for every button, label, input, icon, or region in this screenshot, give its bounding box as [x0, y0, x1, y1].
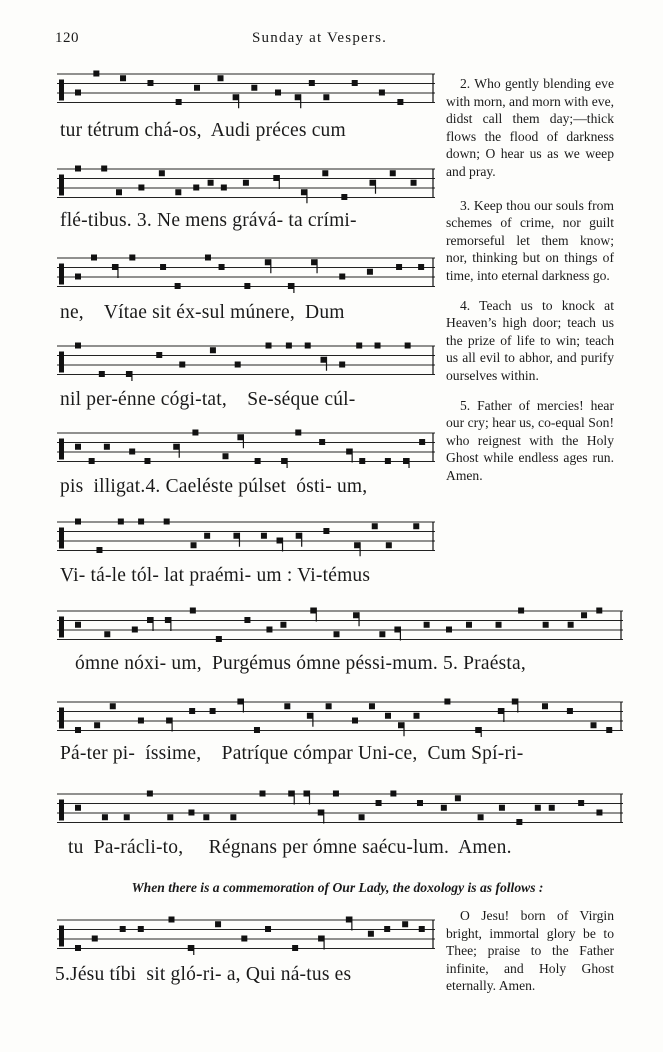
lyric-line: tu Pa-rácli-to, Régnans per ómne saécu-lum. Amen.: [68, 837, 512, 858]
music-staff: [57, 428, 435, 468]
staff-lines: [57, 69, 435, 109]
staff-lines: [57, 606, 623, 646]
page-title: Sunday at Vespers.: [252, 30, 388, 46]
music-staff: [57, 915, 435, 955]
staff-lines: [57, 697, 623, 737]
music-staff: [57, 341, 435, 381]
staff-lines: [57, 164, 435, 204]
translation-stanza: O Jesu! born of Virgin bright, immortal glory be to Thee; praise to the Father infinite, and Holy Ghost eternally. Amen.: [446, 908, 614, 994]
translation-stanza: 3. Keep thou our souls from schemes of crime, nor guilt remorseful let them know; nor, thinking but on things of time, into eternal darkness go.: [446, 197, 614, 283]
music-staff: [57, 164, 435, 204]
staff-lines: [57, 915, 435, 955]
staff-lines: [57, 341, 435, 381]
lyric-line: nil per-énne cógi-tat, Se-séque cúl-: [60, 389, 356, 410]
page-number: 120: [55, 30, 79, 46]
translation-stanza: 5. Father of mercies! hear our cry; hear us, co-equal Son! who reignest with the Holy Ghost while endless ages run. Amen.: [446, 397, 614, 483]
lyric-line: ne, Vítae sit éx-sul múnere, Dum: [60, 302, 345, 323]
music-staff: [57, 697, 623, 737]
rubric: When there is a commemoration of Our Lady, the doxology is as follows :: [131, 880, 544, 895]
lyric-line: pis illigat.4. Caeléste púlset ósti- um,: [60, 476, 368, 497]
music-staff: [57, 517, 435, 557]
translation-column: [446, 75, 614, 484]
staff-lines: [57, 517, 435, 557]
translation-stanza: 2. Who gently blending eve with morn, and morn with eve, didst call them day;—thick flows the flood of darkness down; O hear us as we weep and pray.: [446, 76, 615, 179]
music-staff: [57, 253, 435, 293]
translation-stanza: 4. Teach us to knock at Heaven’s high door; teach us the prize of life to win; teach us all evil to abhor, and purify ourselves within.: [446, 297, 614, 383]
doxology-translation: [446, 907, 614, 995]
music-staff: [57, 789, 623, 829]
lyric-line: flé-tibus. 3. Ne mens grává- ta crími-: [60, 210, 357, 231]
staff-lines: [57, 253, 435, 293]
staff-lines: [57, 789, 623, 829]
music-staff: [57, 606, 623, 646]
lyric-line: ómne nóxi- um, Purgémus ómne péssi-mum. 5. Praésta,: [75, 653, 526, 674]
lyric-line: tur tétrum chá-os, Audi préces cum: [60, 120, 346, 141]
lyric-line: 5.Jésu tíbi sit gló-ri- a, Qui ná-tus es: [55, 964, 352, 985]
music-staff: [57, 69, 435, 109]
lyric-line: Vi- tá-le tól- lat praémi- um : Vi-témus: [60, 565, 371, 586]
lyric-line: Pá-ter pi- íssime, Patríque cómpar Uni-ce, Cum Spí-ri-: [60, 743, 524, 764]
staff-lines: [57, 428, 435, 468]
